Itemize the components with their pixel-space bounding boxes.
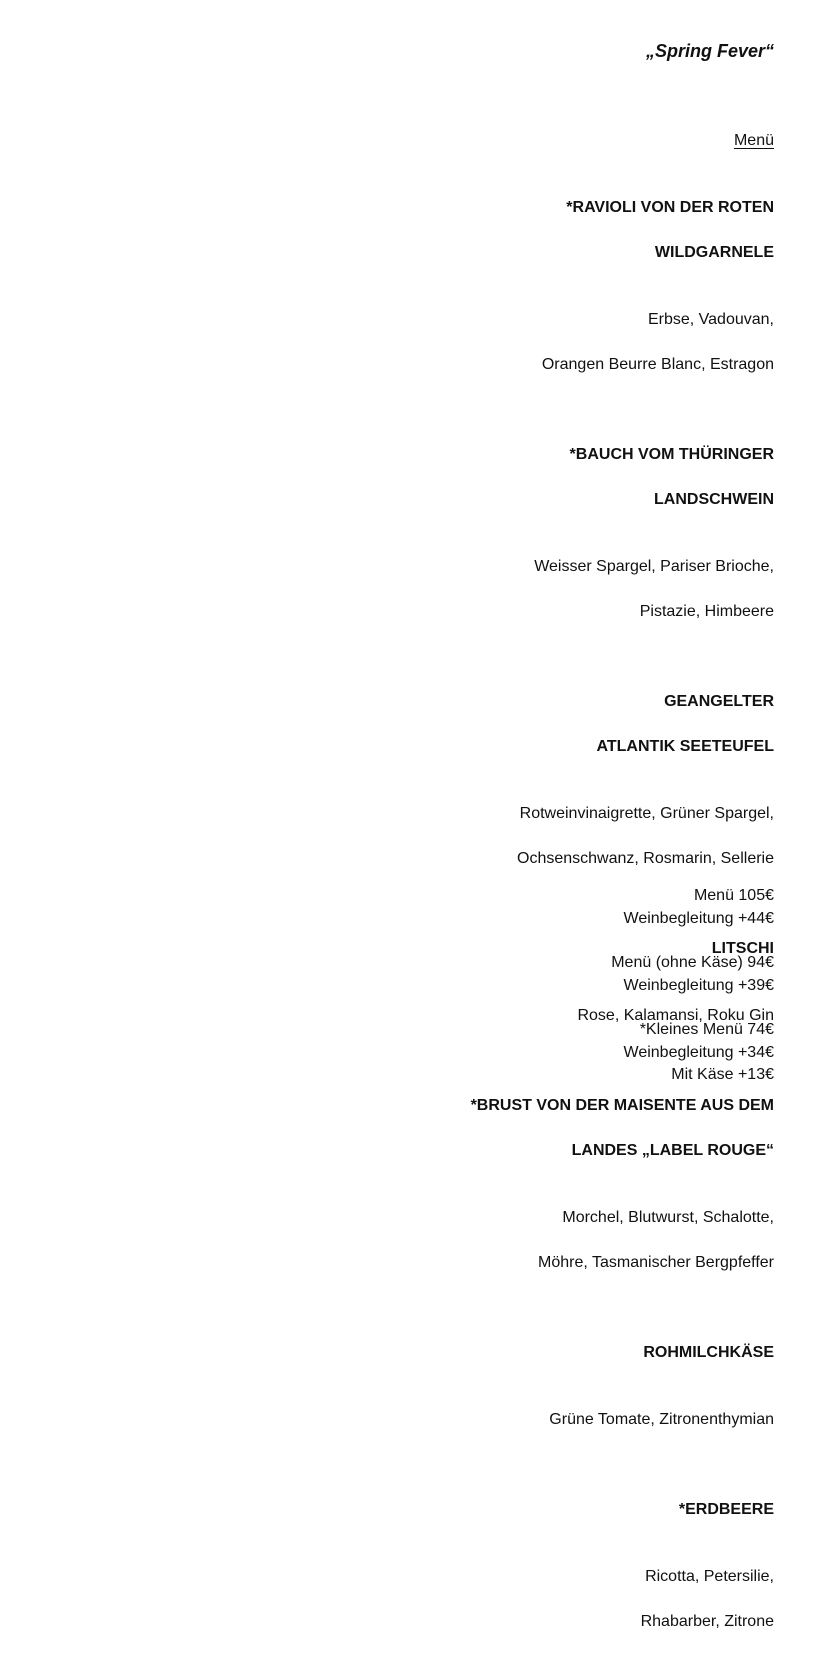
course-description-line: Morchel, Blutwurst, Schalotte, bbox=[562, 1209, 774, 1226]
course-item bbox=[354, 1476, 774, 1656]
price-line: Menü 105€ bbox=[693, 887, 774, 904]
course-name bbox=[354, 174, 774, 287]
course-description-line: Rose, Kalamansi, Roku Gin bbox=[577, 1007, 774, 1024]
price-line: Weinbegleitung +34€ bbox=[623, 1043, 774, 1061]
course-item bbox=[354, 421, 774, 646]
course-name-line: GEANGELTER bbox=[664, 692, 774, 710]
course-name bbox=[354, 668, 774, 781]
course-name-line: LITSCHI bbox=[711, 939, 774, 957]
course-name-line: ROHMILCHKÄSE bbox=[643, 1343, 774, 1361]
course-name bbox=[354, 1319, 774, 1387]
price-line: *Kleines Menü 74€ bbox=[639, 1021, 774, 1038]
course-name-line: WILDGARNELE bbox=[654, 243, 774, 261]
course-description-line: Grüne Tomate, Zitronenthymian bbox=[549, 1411, 774, 1428]
course-item bbox=[354, 174, 774, 399]
course-description-line: Rhabarber, Zitrone bbox=[640, 1613, 774, 1630]
course-name-line: LANDES „LABEL ROUGE“ bbox=[571, 1141, 774, 1159]
course-description-line: Rotweinvinaigrette, Grüner Spargel, bbox=[519, 805, 774, 822]
price-list bbox=[474, 885, 774, 1109]
price-line: Weinbegleitung +44€ bbox=[623, 909, 774, 927]
course-name-line: LANDSCHWEIN bbox=[654, 490, 774, 508]
course-description-line: Pistazie, Himbeere bbox=[639, 603, 774, 620]
course-description bbox=[354, 534, 774, 647]
course-description bbox=[354, 781, 774, 894]
menu-heading: Menü bbox=[733, 132, 774, 149]
price-group bbox=[474, 1019, 774, 1087]
course-description-line: Ricotta, Petersilie, bbox=[645, 1568, 774, 1585]
course-name-line: *RAVIOLI VON DER ROTEN bbox=[566, 198, 774, 216]
price-group bbox=[474, 885, 774, 930]
course-description bbox=[354, 287, 774, 400]
course-name bbox=[354, 421, 774, 534]
course-description bbox=[354, 1387, 774, 1455]
price-line: Weinbegleitung +39€ bbox=[623, 976, 774, 994]
price-group bbox=[474, 952, 774, 997]
course-description-line: Weisser Spargel, Pariser Brioche, bbox=[534, 558, 774, 575]
course-name-line: *ERDBEERE bbox=[678, 1500, 774, 1518]
course-description bbox=[354, 1544, 774, 1657]
menu-title: „Spring Fever“ bbox=[645, 41, 774, 61]
course-name bbox=[354, 1476, 774, 1544]
course-item bbox=[354, 668, 774, 893]
price-line: Menü (ohne Käse) 94€ bbox=[611, 954, 774, 971]
course-description-line: Orangen Beurre Blanc, Estragon bbox=[541, 356, 774, 373]
course-description-line: Ochsenschwanz, Rosmarin, Sellerie bbox=[517, 850, 774, 867]
course-name-line: *BRUST VON DER MAISENTE AUS DEM bbox=[470, 1096, 774, 1114]
price-line: Mit Käse +13€ bbox=[671, 1066, 774, 1083]
course-name-line: ATLANTIK SEETEUFEL bbox=[596, 737, 774, 755]
course-item bbox=[354, 1319, 774, 1454]
course-description-line: Erbse, Vadouvan, bbox=[647, 311, 774, 328]
course-description-line: Möhre, Tasmanischer Bergpfeffer bbox=[538, 1254, 774, 1271]
course-description bbox=[354, 1185, 774, 1298]
course-name-line: *BAUCH VOM THÜRINGER bbox=[569, 445, 774, 463]
